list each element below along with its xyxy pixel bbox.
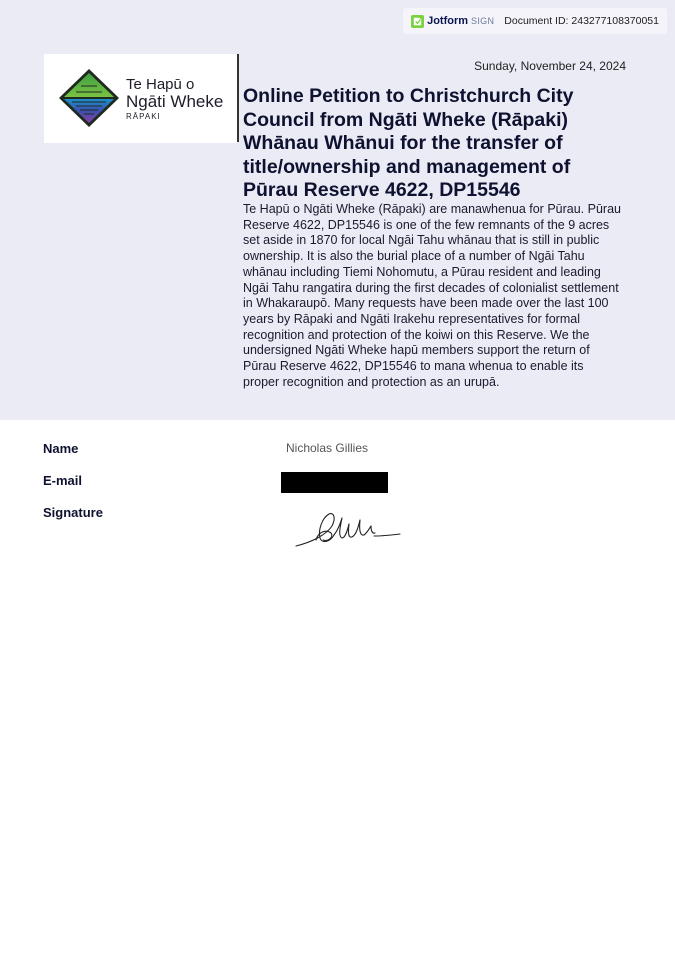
document-id-value: 243277108370051	[571, 15, 659, 27]
email-label: E-mail	[43, 473, 83, 488]
jotform-logo-icon	[411, 15, 424, 28]
signature-label: Signature	[43, 505, 103, 520]
name-label: Name	[43, 441, 79, 456]
organisation-logo	[44, 54, 237, 143]
diamond-logo-icon	[58, 68, 120, 128]
logo-line3: RĀPAKI	[126, 112, 161, 121]
petition-title: Online Petition to Christchurch City Council from Ngāti Wheke (Rāpaki) Whānau Whānui for the transfer of title/ownership and management of Pūrau Reserve 4622, DP15546	[243, 85, 574, 201]
signature-image	[292, 502, 404, 552]
document-id	[504, 15, 659, 27]
name-value: Nicholas Gillies	[286, 441, 369, 455]
logo-divider	[237, 54, 239, 142]
email-redacted-value	[281, 472, 388, 493]
document-date: Sunday, November 24, 2024	[474, 59, 626, 73]
logo-line2: Ngāti Wheke	[126, 92, 224, 111]
jotform-brand-text: Jotform	[427, 15, 469, 27]
petition-description: Te Hapū o Ngāti Wheke (Rāpaki) are manawhenua for Pūrau. Pūrau Reserve 4622, DP15546 is one of the few remnants of the 9 acres set aside in 1870 for local Ngāi Tahu whānau that is still in public ownership. It is also the burial place of a number of Ngāi Tahu whānau including Tiemi Nohomutu, a Pūrau resident and leading Ngāi Tahu rangatira during the first decades of colonialist settlement in Whakaraupō. Many requests have been made over the last 100 years by Rāpaki and Ngāti Irakehu representatives for formal recognition and protection of the koiwi on this Reserve. We the undersigned Ngāti Wheke hapū members support the return of Pūrau Reserve 4622, DP15546 to mana whenua to enable its proper recognition and protection as an urupā.	[243, 202, 621, 389]
document-id-label: Document ID:	[504, 15, 569, 27]
jotform-sign-bar	[403, 8, 667, 34]
logo-line1: Te Hapū o	[126, 76, 195, 93]
jotform-brand-suffix: SIGN	[471, 16, 495, 26]
jotform-sign-logo	[411, 15, 494, 28]
